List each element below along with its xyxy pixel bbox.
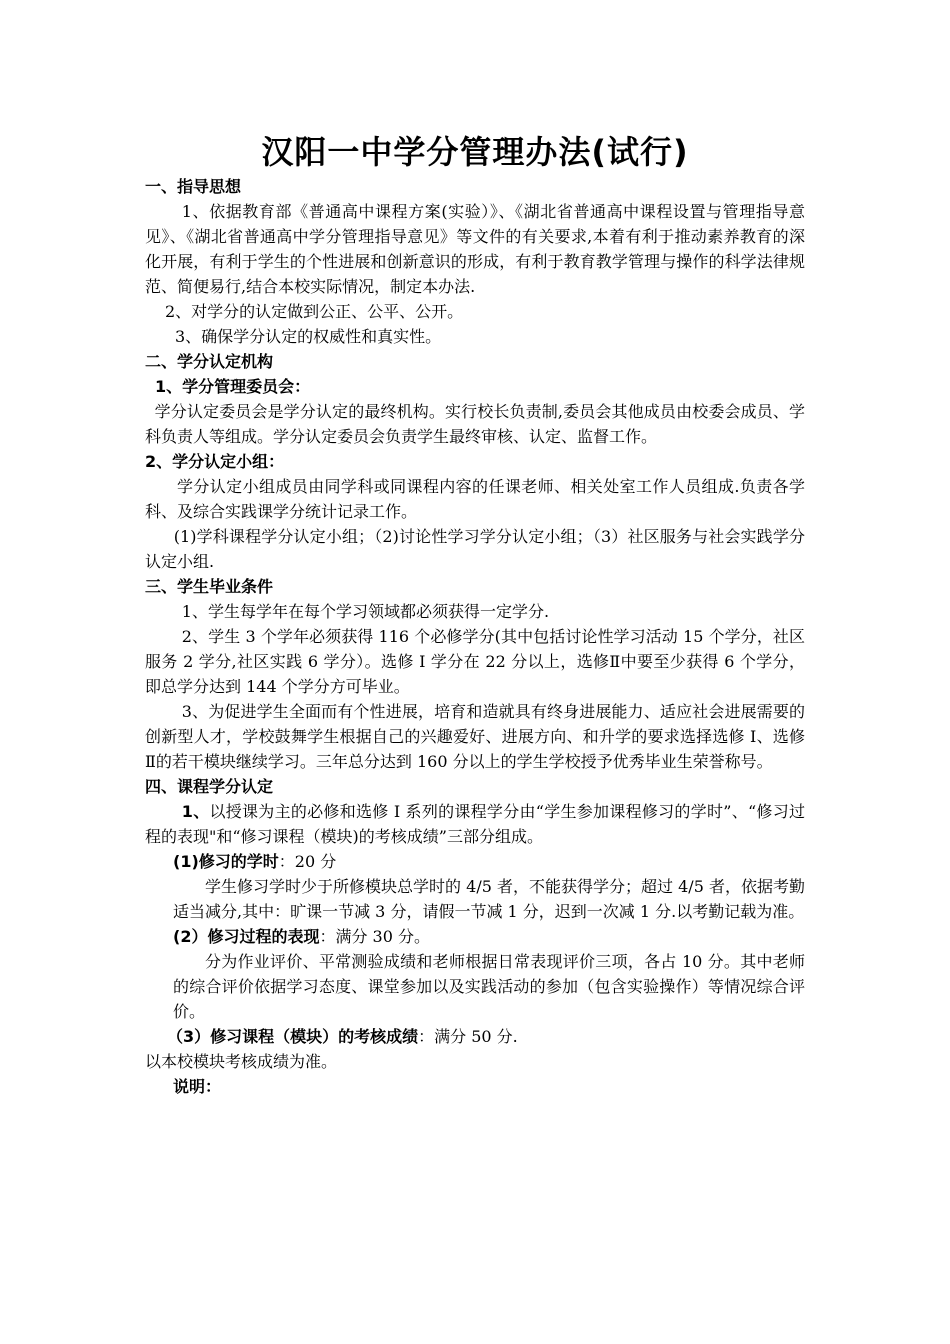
subsection-heading: 2、学分认定小组： [145, 452, 285, 471]
paragraph-text: 以授课为主的必修和选修 I 系列的课程学分由“学生参加课程修习的学时”、“修习过程的表现"和“修习课程（模块)的考核成绩”三部分组成。 [145, 802, 805, 846]
paragraph: 1、学生每学年在每个学习领域都必须获得一定学分. [181, 602, 550, 621]
subsection-heading: 1、学分管理委员会： [155, 377, 311, 396]
item-heading [145, 924, 805, 949]
item-label: （3）修习课程（模块）的考核成绩 [167, 1027, 419, 1046]
paragraph: (1)学科课程学分认定小组；（2)讨论性学习学分认定小组；（3）社区服务与社会实践学分认定小组. [145, 527, 805, 571]
section-heading-2: 二、学分认定机构 [145, 352, 274, 371]
paragraph [145, 799, 805, 849]
note-label: 说明： [173, 1077, 222, 1096]
item-heading [145, 1024, 805, 1049]
item-number: 1、 [181, 802, 210, 821]
paragraph: 学生修习学时少于所修模块总学时的 4/5 者，不能获得学分；超过 4/5 者，依据考勤适当减分,其中：旷课一节减 3 分，请假一节减 1 分，迟到一次减 1 分.以考勤记载为准。 [173, 877, 805, 921]
paragraph: 分为作业评价、平常测验成绩和老师根据日常表现评价三项，各占 10 分。其中老师的综合评价依据学习态度、课堂参加以及实践活动的参加（包含实验操作）等情况综合评价。 [173, 952, 805, 1021]
section-heading-3: 三、学生毕业条件 [145, 577, 274, 596]
item-value: ：满分 50 分. [418, 1027, 518, 1046]
paragraph: 2、学生 3 个学年必须获得 116 个必修学分(其中包括讨论性学习活动 15 个学分，社区服务 2 学分,社区实践 6 学分）。选修 I 学分在 22 分以上，选修Ⅱ中要至少获得 6 个学分，即总学分达到 144 个学分方可毕业。 [145, 627, 805, 696]
document-title: 汉阳一中学分管理办法(试行) [261, 133, 689, 171]
item-label: (2）修习过程的表现 [173, 927, 320, 946]
item-value: ：20 分 [278, 852, 337, 871]
document-page [145, 130, 805, 1099]
paragraph: 3、为促进学生全面而有个性进展，培育和造就具有终身进展能力、适应社会进展需要的创新型人才，学校鼓舞学生根据自己的兴趣爱好、进展方向、和升学的要求选择选修 I、选修Ⅱ的若干模块继续学习。三年总分达到 160 分以上的学生学校授予优秀毕业生荣誉称号。 [145, 702, 805, 771]
item-heading [145, 849, 805, 874]
paragraph: 学分认定委员会是学分认定的最终机构。实行校长负责制,委员会其他成员由校委会成员、学科负责人等组成。学分认定委员会负责学生最终审核、认定、监督工作。 [145, 402, 805, 446]
paragraph: 1、依据教育部《普通高中课程方案(实验）》、《湖北省普通高中课程设置与管理指导意见》、《湖北省普通高中学分管理指导意见》等文件的有关要求,本着有利于推动素养教育的深化开展，有利于学生的个性进展和创新意识的形成，有利于教育教学管理与操作的科学法律规范、简便易行,结合本校实际情况，制定本办法. [145, 202, 805, 296]
section-heading-4: 四、课程学分认定 [145, 777, 274, 796]
section-heading-1: 一、指导思想 [145, 177, 242, 196]
item-value: ：满分 30 分。 [319, 927, 430, 946]
paragraph: 学分认定小组成员由同学科或同课程内容的任课老师、相关处室工作人员组成.负责各学科、及综合实践课学分统计记录工作。 [145, 477, 805, 521]
paragraph: 2、对学分的认定做到公正、公平、公开。 [165, 302, 464, 321]
paragraph: 以本校模块考核成绩为准。 [145, 1052, 338, 1071]
item-label: (1)修习的学时 [173, 852, 279, 871]
paragraph: 3、确保学分认定的权威性和真实性。 [175, 327, 442, 346]
